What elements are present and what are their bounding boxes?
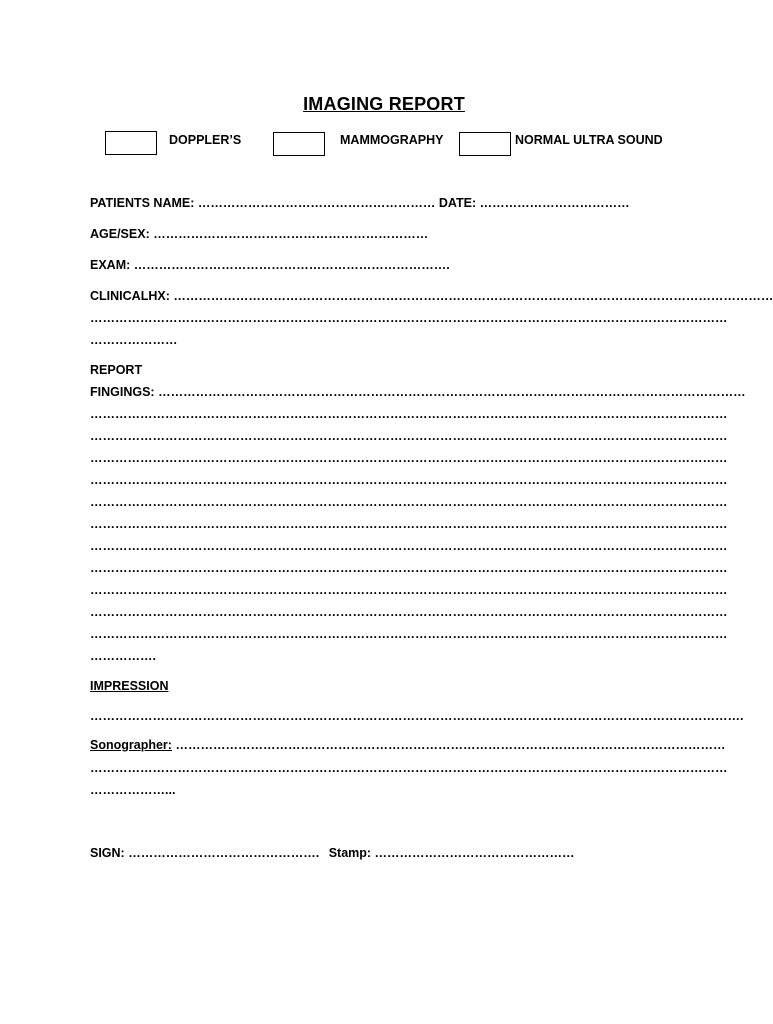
exam-label: EXAM: — [90, 258, 131, 272]
clinical-history-line-3[interactable]: ………………… — [90, 333, 178, 347]
sonographer-line-2[interactable]: ……………………………………………………………………………………………………………………………………… — [90, 761, 728, 775]
sonographer-label: Sonographer: — [90, 738, 172, 752]
age-sex-field[interactable]: ………………………………………………………… — [153, 227, 429, 241]
clinical-history-field[interactable]: ……………………………………………………………………………………………………………………………… — [173, 289, 773, 303]
findings-line[interactable]: ……………………………………………………………………………………………………………………………………… — [90, 539, 728, 553]
sign-field[interactable]: ………………………………………. — [128, 846, 320, 860]
findings-line[interactable]: ……………………………………………………………………………………………………………………………………… — [90, 583, 728, 597]
patient-name-label: PATIENTS NAME: — [90, 196, 195, 210]
mammography-label: MAMMOGRAPHY — [340, 133, 444, 147]
clinical-history-line-2[interactable]: ……………………………………………………………………………………………………………………………………… — [90, 311, 728, 325]
sonographer-field[interactable]: …………………………………………………………………………………………………………………… — [175, 738, 726, 752]
findings-line[interactable]: ……………………………………………………………………………………………………………………………………… — [90, 451, 728, 465]
age-sex-row — [90, 226, 429, 242]
patient-name-field[interactable]: ………………………………………………… — [197, 196, 436, 210]
patient-name-row — [90, 195, 630, 211]
findings-line[interactable]: ……………………………………………………………………………………………………………………………………… — [90, 429, 728, 443]
normal-ultrasound-label: NORMAL ULTRA SOUND — [515, 133, 663, 147]
dopplers-checkbox[interactable] — [105, 131, 157, 155]
age-sex-label: AGE/SEX: — [90, 227, 150, 241]
sign-label: SIGN: — [90, 846, 125, 860]
findings-line[interactable]: ……………………………………………………………………………………………………………………………………… — [90, 627, 728, 641]
findings-line[interactable]: ……………………………………………………………………………………………………………………………………… — [90, 495, 728, 509]
normal-ultrasound-checkbox[interactable] — [459, 132, 511, 156]
page-title: IMAGING REPORT — [303, 94, 465, 114]
dopplers-label: DOPPLER’S — [169, 133, 242, 147]
findings-field[interactable]: …………………………………………………………………………………………………………………………… — [158, 385, 746, 399]
findings-row — [90, 384, 746, 400]
clinical-history-label: CLINICALHX: — [90, 289, 170, 303]
findings-line[interactable]: ……………………………………………………………………………………………………………………………………… — [90, 561, 728, 575]
findings-line[interactable]: ……………………………………………………………………………………………………………………………………… — [90, 605, 728, 619]
stamp-field[interactable]: ………………………………………… — [374, 846, 575, 860]
findings-line[interactable]: ……………………………………………………………………………………………………………………………………… — [90, 473, 728, 487]
date-field[interactable]: ……………………………… — [479, 196, 630, 210]
mammography-checkbox[interactable] — [273, 132, 325, 156]
signoff-row — [90, 845, 575, 861]
date-label: DATE: — [438, 196, 477, 210]
sonographer-line-3[interactable]: ………………... — [90, 783, 176, 797]
stamp-label: Stamp: — [328, 846, 372, 860]
findings-label: FINGINGS: — [90, 385, 155, 399]
exam-field[interactable]: …………………………………………………………………. — [133, 258, 450, 272]
findings-line[interactable]: ……………………………………………………………………………………………………………………………………… — [90, 517, 728, 531]
impression-field[interactable]: …………………………………………………………………………………………………………………………………………. — [90, 709, 744, 723]
findings-line[interactable]: ……………………………………………………………………………………………………………………………………… — [90, 407, 728, 421]
report-heading: REPORT — [90, 363, 143, 377]
findings-line-last[interactable]: ……………. — [90, 649, 156, 663]
sonographer-row — [90, 737, 726, 753]
clinical-history-row — [90, 288, 773, 304]
exam-row — [90, 257, 450, 273]
impression-heading: IMPRESSION — [90, 679, 169, 693]
